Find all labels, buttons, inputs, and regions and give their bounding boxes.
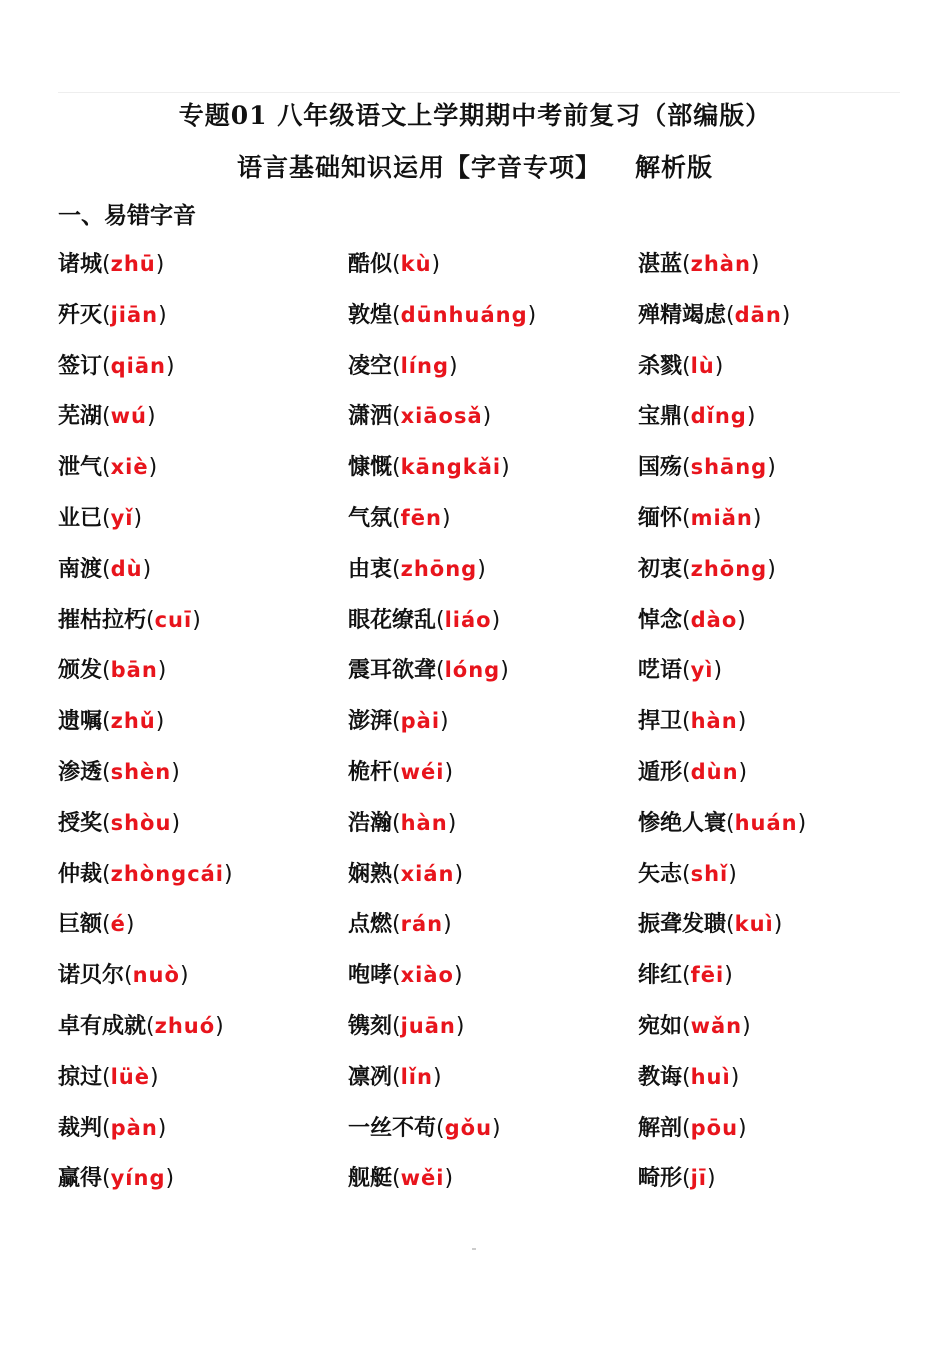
- vocab-entry: [638, 244, 760, 284]
- close-paren: ): [146, 404, 156, 430]
- vocab-word: 澎湃: [348, 708, 393, 735]
- vocab-pinyin: shèn: [110, 760, 172, 784]
- vocab-word: 诺贝尔: [58, 962, 125, 989]
- vocab-word: 遁形: [638, 759, 683, 785]
- vocab-word: 矢志: [638, 860, 683, 887]
- close-paren: ): [453, 963, 463, 989]
- close-paren: ): [724, 963, 733, 989]
- vocab-word: 卓有成就: [58, 1013, 147, 1039]
- vocab-word: 镌刻: [348, 1013, 393, 1039]
- vocab-pinyin: juān: [400, 1014, 456, 1038]
- vocab-word: 慷慨: [348, 454, 393, 481]
- close-paren: ): [171, 760, 180, 785]
- open-paren: (: [392, 760, 401, 785]
- vocab-entry: [638, 752, 747, 792]
- close-paren: ): [165, 353, 175, 379]
- open-paren: (: [392, 1014, 401, 1039]
- close-paren: ): [527, 302, 537, 328]
- vocab-entry: [638, 1006, 751, 1046]
- open-paren: (: [124, 963, 133, 989]
- vocab-pinyin: pài: [400, 709, 441, 734]
- open-paren: (: [682, 709, 691, 735]
- vocab-word: 凛冽: [348, 1063, 393, 1090]
- close-paren: ): [707, 1166, 716, 1192]
- vocab-word: 由衷: [348, 555, 393, 582]
- vocab-word: 酷似: [348, 251, 393, 277]
- close-paren: ): [738, 760, 748, 785]
- open-paren: (: [392, 302, 401, 328]
- vocab-word: 捍卫: [638, 708, 683, 735]
- close-paren: ): [142, 556, 152, 582]
- section-heading: 一、易错字音: [58, 202, 196, 229]
- vocab-pinyin: dào: [690, 607, 738, 632]
- vocab-word: 悼念: [638, 606, 683, 633]
- document-title: [0, 96, 950, 132]
- vocab-entry: [638, 854, 737, 894]
- vocab-entry: [58, 803, 180, 843]
- open-paren: (: [682, 556, 691, 582]
- vocab-entry: [348, 955, 463, 995]
- vocab-entry: [638, 701, 746, 741]
- vocab-entry: [638, 295, 790, 335]
- vocab-entry: [58, 600, 201, 640]
- close-paren: ): [730, 1064, 740, 1090]
- close-paren: ): [752, 506, 762, 531]
- vocab-word: 授奖: [58, 809, 103, 836]
- vocab-pinyin: shāng: [690, 455, 768, 480]
- open-paren: (: [392, 709, 401, 735]
- close-paren: ): [746, 404, 756, 430]
- vocab-pinyin: líng: [400, 353, 449, 378]
- open-paren: (: [682, 963, 691, 989]
- vocab-entry: [58, 244, 164, 284]
- vocab-entry: [348, 346, 458, 386]
- subtitle-main: 语言基础知识运用【字音专项】: [236, 153, 601, 182]
- vocab-pinyin: zhǔ: [110, 709, 156, 734]
- vocab-word: 业已: [58, 505, 103, 531]
- vocab-pinyin: zhuó: [154, 1014, 216, 1038]
- open-paren: (: [436, 607, 445, 633]
- vocab-pinyin: kuì: [734, 912, 774, 937]
- open-paren: (: [682, 252, 691, 277]
- open-paren: (: [392, 506, 401, 531]
- close-paren: ): [738, 1115, 747, 1141]
- vocab-entry: [58, 346, 175, 386]
- vocab-word: 颁发: [58, 657, 103, 684]
- vocab-entry: [348, 447, 510, 487]
- open-paren: (: [102, 861, 111, 887]
- open-paren: (: [682, 1115, 691, 1141]
- open-paren: (: [102, 252, 111, 277]
- vocab-pinyin: pōu: [690, 1115, 739, 1140]
- vocab-pinyin: lǐn: [400, 1064, 433, 1089]
- vocab-pinyin: jiān: [110, 302, 159, 327]
- vocab-word: 泄气: [58, 454, 103, 481]
- vocab-word: 绯红: [638, 962, 683, 989]
- vocab-entry: [638, 346, 723, 386]
- vocab-pinyin: shòu: [110, 810, 172, 835]
- close-paren: ): [171, 810, 181, 836]
- close-paren: ): [224, 861, 233, 887]
- vocab-word: 宝鼎: [638, 403, 683, 430]
- vocab-word: 裁判: [58, 1114, 103, 1141]
- vocab-pinyin: yì: [690, 658, 714, 683]
- vocab-pinyin: zhōng: [400, 556, 478, 581]
- open-paren: (: [392, 861, 401, 887]
- vocab-entry: [58, 752, 180, 792]
- close-paren: ): [157, 1115, 167, 1141]
- close-paren: ): [767, 556, 776, 582]
- vocab-entry: [348, 854, 463, 894]
- vocab-pinyin: lù: [690, 353, 715, 378]
- close-paren: ): [449, 353, 458, 379]
- close-paren: ): [441, 506, 451, 531]
- vocab-entry: [58, 498, 142, 538]
- open-paren: (: [102, 810, 111, 836]
- vocab-word: 掠过: [58, 1063, 103, 1090]
- vocab-word: 咆哮: [348, 962, 393, 989]
- vocab-entry: [58, 701, 164, 741]
- open-paren: (: [392, 455, 401, 481]
- open-paren: (: [682, 658, 691, 684]
- close-paren: ): [742, 1014, 751, 1039]
- close-paren: ): [155, 709, 165, 735]
- vocab-word: 摧枯拉朽: [58, 606, 147, 633]
- vocab-word: 浩瀚: [348, 809, 393, 836]
- vocab-entry: [348, 803, 456, 843]
- open-paren: (: [102, 760, 111, 785]
- close-paren: ): [148, 455, 158, 481]
- vocab-pinyin: bān: [110, 658, 158, 683]
- close-paren: ): [728, 861, 737, 887]
- vocab-word: 仲裁: [58, 860, 103, 887]
- vocab-word: 初衷: [638, 555, 683, 582]
- open-paren: (: [682, 404, 691, 430]
- vocab-pinyin: pàn: [110, 1115, 158, 1140]
- vocab-word: 震耳欲聋: [348, 657, 437, 684]
- vocab-entry: [348, 904, 452, 944]
- vocab-word: 娴熟: [348, 860, 393, 887]
- vocab-word: 诸城: [58, 251, 103, 277]
- close-paren: ): [157, 658, 167, 684]
- open-paren: (: [102, 1064, 111, 1090]
- close-paren: ): [767, 455, 776, 481]
- vocab-word: 桅杆: [348, 759, 393, 785]
- vocab-word: 巨额: [58, 911, 103, 938]
- close-paren: ): [133, 506, 143, 531]
- close-paren: ): [737, 607, 746, 633]
- open-paren: (: [102, 455, 111, 481]
- vocab-pinyin: dān: [734, 302, 782, 327]
- document-subtitle: [0, 148, 950, 184]
- vocab-entry: [348, 295, 536, 335]
- vocab-entry: [58, 1108, 166, 1148]
- vocab-entry: [348, 549, 486, 589]
- vocab-entry: [58, 1158, 174, 1198]
- vocab-pinyin: zhū: [110, 252, 156, 276]
- vocab-entry: [348, 396, 491, 436]
- vocab-word: 呓语: [638, 657, 683, 684]
- open-paren: (: [146, 607, 155, 633]
- vocab-entry: [348, 498, 451, 538]
- open-paren: (: [392, 1166, 401, 1192]
- open-paren: (: [682, 1166, 691, 1192]
- open-paren: (: [682, 1014, 691, 1039]
- vocab-word: 敦煌: [348, 301, 393, 328]
- vocab-pinyin: wéi: [400, 760, 445, 784]
- open-paren: (: [146, 1014, 155, 1039]
- vocab-word: 殚精竭虑: [638, 301, 727, 328]
- vocab-entry: [348, 1006, 464, 1046]
- vocab-entry: [638, 955, 733, 995]
- vocab-pinyin: jī: [690, 1166, 708, 1191]
- open-paren: (: [392, 1064, 401, 1090]
- vocab-pinyin: wǎn: [690, 1014, 743, 1038]
- vocab-pinyin: cuī: [154, 607, 193, 632]
- vocab-entry: [348, 650, 509, 690]
- close-paren: ): [750, 252, 760, 277]
- open-paren: (: [392, 912, 401, 938]
- vocab-entry: [58, 650, 166, 690]
- vocab-word: 渗透: [58, 759, 103, 785]
- vocab-pinyin: xiào: [400, 963, 454, 988]
- vocab-word: 歼灭: [58, 301, 103, 328]
- close-paren: ): [150, 1064, 159, 1090]
- open-paren: (: [682, 506, 691, 531]
- vocab-entry: [348, 244, 440, 284]
- open-paren: (: [436, 1115, 445, 1141]
- vocab-word: 解剖: [638, 1114, 683, 1141]
- vocab-pinyin: qiān: [110, 353, 166, 378]
- close-paren: ): [455, 1014, 465, 1039]
- close-paren: ): [215, 1014, 224, 1039]
- close-paren: ): [431, 252, 441, 277]
- close-paren: ): [440, 709, 449, 735]
- vocab-entry: [348, 1057, 442, 1097]
- vocab-word: 赢得: [58, 1165, 103, 1192]
- vocab-pinyin: wěi: [400, 1166, 445, 1191]
- close-paren: ): [158, 302, 167, 328]
- vocab-pinyin: fēn: [400, 506, 442, 530]
- vocab-entry: [638, 600, 746, 640]
- vocab-entry: [58, 1057, 159, 1097]
- vocab-word: 杀戮: [638, 352, 683, 379]
- open-paren: (: [392, 353, 401, 379]
- vocab-entry: [58, 854, 233, 894]
- vocab-pinyin: dǐng: [690, 404, 747, 429]
- open-paren: (: [102, 1166, 111, 1192]
- close-paren: ): [491, 607, 501, 633]
- vocab-pinyin: hàn: [690, 709, 738, 734]
- open-paren: (: [392, 556, 401, 582]
- close-paren: ): [444, 1166, 454, 1192]
- open-paren: (: [102, 658, 111, 684]
- close-paren: ): [179, 963, 189, 989]
- vocab-pinyin: lüè: [110, 1064, 151, 1089]
- close-paren: ): [447, 810, 457, 836]
- vocab-word: 湛蓝: [638, 251, 683, 277]
- open-paren: (: [682, 760, 691, 785]
- vocab-entry: [348, 1108, 501, 1148]
- vocab-pinyin: shǐ: [690, 861, 729, 886]
- subtitle-suffix: 解析版: [635, 153, 714, 182]
- vocab-word: 气氛: [348, 505, 393, 531]
- vocab-pinyin: dù: [110, 556, 143, 581]
- vocab-pinyin: xiāosǎ: [400, 404, 483, 429]
- vocab-entry: [638, 1108, 747, 1148]
- vocab-word: 一丝不苟: [348, 1114, 437, 1141]
- close-paren: ): [501, 455, 510, 481]
- open-paren: (: [392, 963, 401, 989]
- open-paren: (: [392, 810, 401, 836]
- close-paren: ): [773, 912, 783, 938]
- vocab-entry: [638, 1057, 739, 1097]
- vocab-entry: [638, 1158, 716, 1198]
- vocab-entry: [638, 498, 761, 538]
- open-paren: (: [436, 658, 445, 684]
- vocab-entry: [638, 549, 776, 589]
- vocab-entry: [58, 295, 167, 335]
- vocab-pinyin: é: [110, 912, 126, 937]
- vocab-word: 芜湖: [58, 403, 103, 430]
- open-paren: (: [102, 302, 111, 328]
- close-paren: ): [432, 1064, 442, 1090]
- close-paren: ): [797, 810, 807, 836]
- vocab-pinyin: huì: [690, 1064, 731, 1089]
- title-line-1: 专题01 八年级语文上学期期中考前复习（部编版）: [178, 101, 772, 130]
- open-paren: (: [102, 506, 111, 531]
- open-paren: (: [102, 404, 111, 430]
- vocab-pinyin: rán: [400, 912, 444, 937]
- vocab-pinyin: zhàn: [690, 252, 751, 276]
- open-paren: (: [726, 810, 735, 836]
- vocab-pinyin: huán: [734, 810, 798, 835]
- vocab-pinyin: xián: [400, 861, 455, 886]
- vocab-word: 凌空: [348, 352, 393, 379]
- vocab-word: 国殇: [638, 454, 683, 481]
- open-paren: (: [392, 404, 401, 430]
- close-paren: ): [713, 658, 723, 684]
- vocab-pinyin: hàn: [400, 810, 448, 835]
- open-paren: (: [682, 1064, 691, 1090]
- vocab-word: 签订: [58, 352, 103, 379]
- vocab-pinyin: dùn: [690, 760, 739, 784]
- vocab-word: 南渡: [58, 555, 103, 582]
- close-paren: ): [492, 1115, 501, 1141]
- close-paren: ): [192, 607, 201, 633]
- close-paren: ): [477, 556, 486, 582]
- vocab-entry: [58, 904, 134, 944]
- vocab-pinyin: dūnhuáng: [400, 302, 528, 327]
- open-paren: (: [102, 353, 111, 379]
- vocab-entry: [58, 447, 157, 487]
- vocab-pinyin: gǒu: [444, 1115, 493, 1140]
- open-paren: (: [726, 302, 735, 328]
- vocab-entry: [58, 955, 189, 995]
- vocab-entry: [348, 701, 449, 741]
- page-mark: [472, 1248, 476, 1250]
- open-paren: (: [102, 556, 111, 582]
- close-paren: ): [155, 252, 165, 277]
- vocab-word: 教诲: [638, 1063, 683, 1090]
- vocab-pinyin: fēi: [690, 963, 725, 988]
- vocab-word: 遗嘱: [58, 708, 103, 735]
- vocab-word: 潇洒: [348, 403, 393, 430]
- vocab-word: 畸形: [638, 1165, 683, 1192]
- vocab-pinyin: kù: [400, 252, 432, 276]
- open-paren: (: [682, 861, 691, 887]
- vocab-pinyin: liáo: [444, 607, 492, 632]
- open-paren: (: [726, 912, 735, 938]
- close-paren: ): [443, 912, 452, 938]
- close-paren: ): [454, 861, 464, 887]
- close-paren: ): [781, 302, 791, 328]
- vocab-word: 振聋发聩: [638, 911, 727, 938]
- vocab-pinyin: kāngkǎi: [400, 455, 502, 480]
- close-paren: ): [482, 404, 492, 430]
- vocab-pinyin: zhōng: [690, 556, 768, 581]
- open-paren: (: [102, 1115, 111, 1141]
- vocab-entry: [638, 396, 755, 436]
- close-paren: ): [165, 1166, 175, 1192]
- open-paren: (: [682, 607, 691, 633]
- close-paren: ): [444, 760, 454, 785]
- vocab-entry: [638, 803, 806, 843]
- close-paren: ): [714, 353, 724, 379]
- vocab-entry: [638, 904, 782, 944]
- open-paren: (: [102, 912, 111, 938]
- vocab-pinyin: wú: [110, 404, 147, 429]
- vocab-entry: [348, 600, 500, 640]
- vocab-word: 眼花缭乱: [348, 606, 437, 633]
- top-divider: [58, 92, 900, 93]
- vocab-entry: [58, 1006, 224, 1046]
- vocab-word: 点燃: [348, 911, 393, 938]
- close-paren: ): [500, 658, 509, 684]
- vocab-pinyin: yǐ: [110, 506, 134, 530]
- vocab-pinyin: nuò: [132, 963, 180, 988]
- vocab-entry: [58, 396, 156, 436]
- close-paren: ): [737, 709, 747, 735]
- vocab-entry: [638, 447, 776, 487]
- vocab-word: 宛如: [638, 1013, 683, 1039]
- open-paren: (: [682, 455, 691, 481]
- vocab-word: 惨绝人寰: [638, 809, 727, 836]
- vocab-pinyin: miǎn: [690, 506, 753, 530]
- vocab-pinyin: lóng: [444, 658, 501, 683]
- open-paren: (: [102, 709, 111, 735]
- vocab-entry: [58, 549, 151, 589]
- vocab-pinyin: zhòngcái: [110, 861, 225, 886]
- vocab-word: 缅怀: [638, 505, 683, 531]
- vocab-entry: [348, 752, 453, 792]
- vocab-entry: [348, 1158, 453, 1198]
- vocab-word: 舰艇: [348, 1165, 393, 1192]
- open-paren: (: [392, 252, 401, 277]
- vocab-pinyin: xiè: [110, 455, 149, 480]
- open-paren: (: [682, 353, 691, 379]
- close-paren: ): [125, 912, 135, 938]
- vocab-pinyin: yíng: [110, 1166, 166, 1191]
- vocab-entry: [638, 650, 722, 690]
